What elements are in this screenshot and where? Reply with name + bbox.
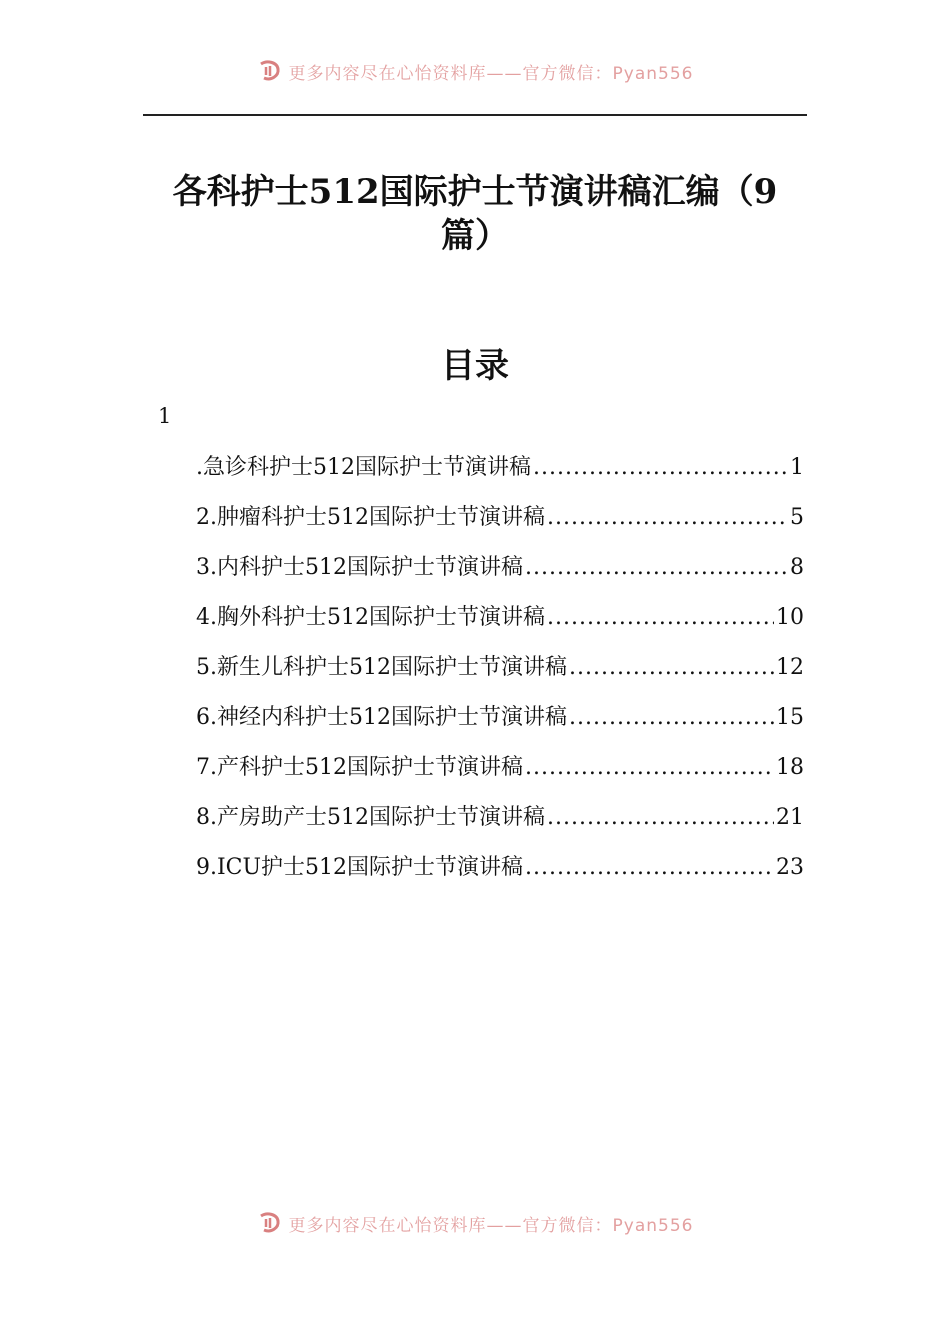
toc-entry-title: .急诊科护士512国际护士节演讲稿 (196, 455, 531, 480)
toc-dot-leader (525, 546, 788, 590)
toc-dot-leader (569, 696, 774, 740)
toc-entry-title: 3.内科护士512国际护士节演讲稿 (196, 555, 523, 580)
toc-heading: 目录 (441, 346, 509, 386)
toc-entry-page: 21 (776, 805, 804, 830)
toc-entry[interactable] (196, 646, 804, 696)
table-of-contents (196, 446, 804, 896)
toc-dot-leader (547, 596, 774, 640)
toc-dot-leader (525, 846, 774, 890)
toc-lead-number: 1 (158, 404, 172, 428)
toc-entry-page: 10 (776, 605, 804, 630)
toc-entry[interactable] (196, 696, 804, 746)
toc-entry-title: 7.产科护士512国际护士节演讲稿 (196, 755, 523, 780)
footer-watermark-text: 更多内容尽在心怡资料库——官方微信：Pyan556 (288, 1215, 694, 1236)
toc-entry[interactable] (196, 496, 804, 546)
toc-dot-leader (533, 446, 788, 490)
toc-entry[interactable] (196, 546, 804, 596)
toc-entry-page: 12 (776, 655, 804, 680)
toc-entry-page: 1 (790, 455, 804, 480)
toc-entry-page: 5 (790, 505, 804, 530)
toc-entry-page: 15 (776, 705, 804, 730)
toc-entry-page: 8 (790, 555, 804, 580)
toc-entry[interactable] (196, 746, 804, 796)
document-title: 各科护士512国际护士节演讲稿汇编（9篇） (172, 172, 778, 256)
header-watermark (0, 56, 950, 86)
footer-watermark (0, 1208, 950, 1238)
toc-entry-title: 2.肿瘤科护士512国际护士节演讲稿 (196, 505, 545, 530)
toc-entry[interactable] (196, 796, 804, 846)
toc-entry-title: 9.ICU护士512国际护士节演讲稿 (196, 855, 524, 880)
toc-dot-leader (547, 496, 788, 540)
logo-icon (257, 58, 283, 84)
toc-entry[interactable] (196, 596, 804, 646)
toc-entry-page: 23 (776, 855, 804, 880)
toc-dot-leader (569, 646, 774, 690)
toc-dot-leader (525, 746, 774, 790)
toc-entry-title: 5.新生儿科护士512国际护士节演讲稿 (196, 655, 567, 680)
header-divider (143, 114, 807, 116)
toc-entry[interactable] (196, 446, 804, 496)
header-watermark-text: 更多内容尽在心怡资料库——官方微信：Pyan556 (288, 63, 694, 84)
toc-entry[interactable] (196, 846, 804, 896)
toc-entry-title: 8.产房助产士512国际护士节演讲稿 (196, 805, 545, 830)
logo-icon (257, 1210, 283, 1236)
toc-dot-leader (547, 796, 774, 840)
toc-entry-page: 18 (776, 755, 804, 780)
toc-entry-title: 6.神经内科护士512国际护士节演讲稿 (196, 705, 567, 730)
toc-entry-title: 4.胸外科护士512国际护士节演讲稿 (196, 605, 545, 630)
